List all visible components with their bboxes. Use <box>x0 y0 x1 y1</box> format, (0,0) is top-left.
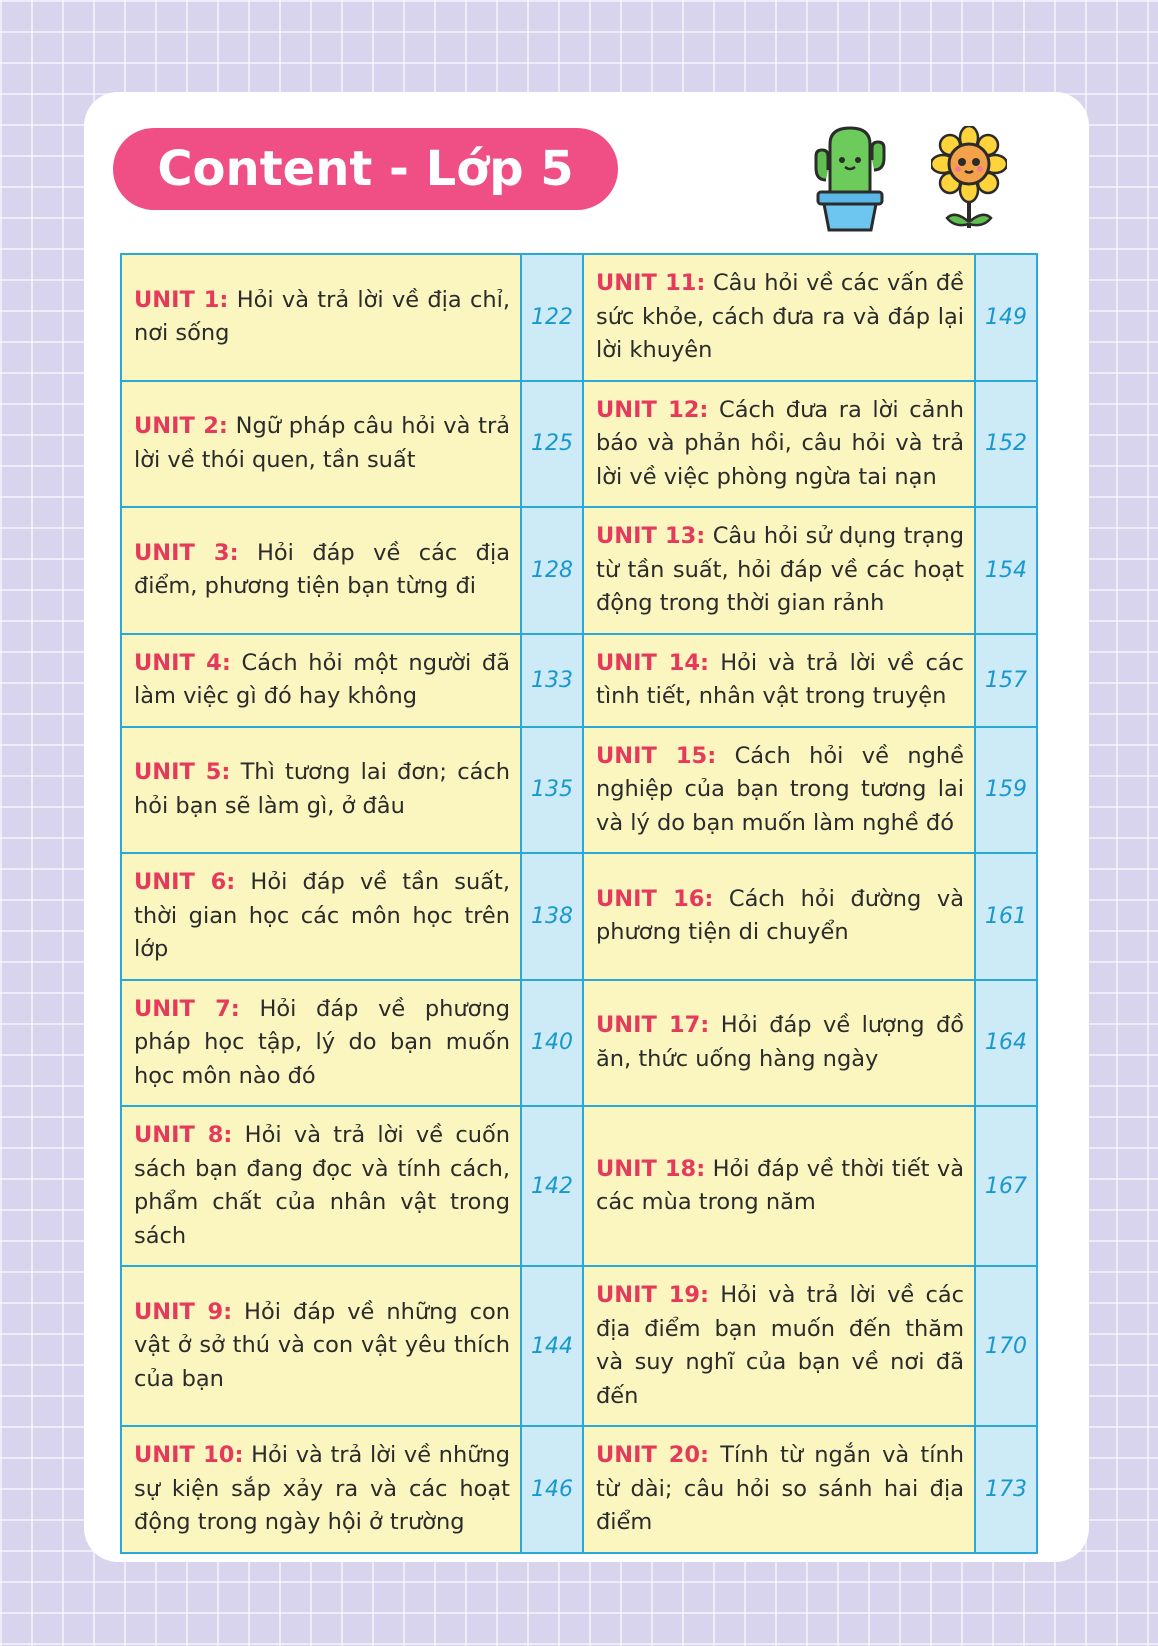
unit-title: Hỏi và trả lời về những sự kiện sắp xảy ra và các hoạt động trong ngày hội ở trường <box>134 1442 511 1535</box>
unit-entry-right[interactable] <box>583 1426 975 1553</box>
page-number: 164 <box>975 980 1037 1107</box>
unit-entry-left[interactable] <box>121 980 521 1107</box>
sunflower-icon <box>931 126 1007 232</box>
unit-label: UNIT 12: <box>596 396 709 423</box>
page-number: 144 <box>521 1266 583 1426</box>
unit-label: UNIT 2: <box>134 413 228 440</box>
table-of-contents <box>120 253 1038 1554</box>
unit-entry-left[interactable] <box>121 853 521 980</box>
unit-entry-left[interactable] <box>121 1106 521 1266</box>
page-number: 133 <box>521 634 583 727</box>
page-number: 152 <box>975 381 1037 508</box>
unit-label: UNIT 6: <box>134 869 236 895</box>
table-row <box>121 1266 1037 1426</box>
table-row <box>121 727 1037 854</box>
page-number: 154 <box>975 507 1037 634</box>
unit-title: Thì tương lai đơn; cách hỏi bạn sẽ làm gì, ở đâu <box>134 759 510 819</box>
unit-title: Cách đưa ra lời cảnh báo và phản hồi, câu hỏi và trả lời về việc phòng ngừa tai nạn <box>596 396 964 490</box>
unit-entry-left[interactable] <box>121 254 521 381</box>
page-number: 146 <box>521 1426 583 1553</box>
page-number: 149 <box>975 254 1037 381</box>
page-title: Content - Lớp 5 <box>157 141 574 197</box>
unit-label: UNIT 8: <box>134 1122 233 1148</box>
unit-label: UNIT 17: <box>596 1012 710 1039</box>
unit-title: Hỏi đáp về tần suất, thời gian học các môn học trên lớp <box>134 869 511 962</box>
unit-title: Hỏi và trả lời về các địa điểm bạn muốn đến thăm và suy nghĩ của bạn về nơi đã đến <box>596 1282 964 1409</box>
unit-label: UNIT 5: <box>134 759 231 786</box>
unit-label: UNIT 16: <box>596 885 714 912</box>
unit-label: UNIT 1: <box>134 286 229 313</box>
page-number: 167 <box>975 1106 1037 1266</box>
unit-label: UNIT 7: <box>134 995 240 1022</box>
unit-entry-right[interactable] <box>583 634 975 727</box>
unit-entry-right[interactable] <box>583 381 975 508</box>
title-banner <box>113 128 618 210</box>
page-number: 157 <box>975 634 1037 727</box>
unit-entry-right[interactable] <box>583 853 975 980</box>
page-number: 173 <box>975 1426 1037 1553</box>
unit-label: UNIT 19: <box>596 1282 709 1308</box>
unit-title: Hỏi đáp về các địa điểm, phương tiện bạn từng đi <box>134 539 510 600</box>
unit-label: UNIT 14: <box>596 649 709 676</box>
page-number: 140 <box>521 980 583 1107</box>
table-row <box>121 381 1037 508</box>
unit-title: Hỏi và trả lời về cuốn sách bạn đang đọc và tính cách, phẩm chất của nhân vật trong sách <box>134 1122 510 1249</box>
unit-title: Ngữ pháp câu hỏi và trả lời về thói quen, tần suất <box>134 413 511 473</box>
table-row <box>121 634 1037 727</box>
page-number: 159 <box>975 727 1037 854</box>
page-number: 128 <box>521 507 583 634</box>
unit-title: Hỏi và trả lời về các tình tiết, nhân vật trong truyện <box>596 649 964 709</box>
unit-label: UNIT 4: <box>134 649 231 676</box>
unit-entry-right[interactable] <box>583 254 975 381</box>
unit-label: UNIT 10: <box>134 1442 244 1468</box>
unit-entry-right[interactable] <box>583 1266 975 1426</box>
unit-entry-left[interactable] <box>121 1426 521 1553</box>
unit-entry-left[interactable] <box>121 634 521 727</box>
table-row <box>121 1426 1037 1553</box>
page-number: 161 <box>975 853 1037 980</box>
unit-entry-left[interactable] <box>121 507 521 634</box>
table-row <box>121 507 1037 634</box>
unit-title: Hỏi và trả lời về địa chỉ, nơi sống <box>134 286 511 347</box>
page-number: 138 <box>521 853 583 980</box>
unit-title: Cách hỏi về nghề nghiệp của bạn trong tương lai và lý do bạn muốn làm nghề đó <box>596 742 964 836</box>
unit-label: UNIT 9: <box>134 1298 233 1325</box>
unit-entry-left[interactable] <box>121 727 521 854</box>
unit-label: UNIT 15: <box>596 742 717 769</box>
page-number: 122 <box>521 254 583 381</box>
page-number: 170 <box>975 1266 1037 1426</box>
unit-entry-right[interactable] <box>583 1106 975 1266</box>
table-row <box>121 1106 1037 1266</box>
page-number: 142 <box>521 1106 583 1266</box>
unit-label: UNIT 11: <box>596 270 706 296</box>
table-row <box>121 853 1037 980</box>
unit-entry-left[interactable] <box>121 381 521 508</box>
unit-label: UNIT 18: <box>596 1155 706 1182</box>
table-row <box>121 254 1037 381</box>
unit-title: Hỏi đáp về thời tiết và các mùa trong năm <box>596 1155 964 1215</box>
unit-label: UNIT 20: <box>596 1442 710 1468</box>
unit-title: Hỏi đáp về phương pháp học tập, lý do bạn muốn học môn nào đó <box>134 995 510 1089</box>
unit-title: Hỏi đáp về những con vật ở sở thú và con vật yêu thích của bạn <box>134 1298 510 1392</box>
unit-entry-right[interactable] <box>583 980 975 1107</box>
unit-label: UNIT 3: <box>134 539 239 566</box>
cactus-icon <box>812 126 888 234</box>
page-number: 135 <box>521 727 583 854</box>
table-row <box>121 980 1037 1107</box>
page-number: 125 <box>521 381 583 508</box>
unit-title: Hỏi đáp về lượng đồ ăn, thức uống hàng ngày <box>596 1012 964 1072</box>
unit-entry-right[interactable] <box>583 507 975 634</box>
unit-title: Cách hỏi đường và phương tiện di chuyển <box>596 885 964 946</box>
unit-entry-left[interactable] <box>121 1266 521 1426</box>
unit-entry-right[interactable] <box>583 727 975 854</box>
unit-title: Câu hỏi về các vấn đề sức khỏe, cách đưa ra và đáp lại lời khuyên <box>596 270 965 363</box>
unit-title: Tính từ ngắn và tính từ dài; câu hỏi so sánh hai địa điểm <box>596 1442 964 1535</box>
unit-title: Cách hỏi một người đã làm việc gì đó hay không <box>134 649 510 709</box>
unit-label: UNIT 13: <box>596 523 706 549</box>
unit-title: Câu hỏi sử dụng trạng từ tần suất, hỏi đáp về các hoạt động trong thời gian rảnh <box>596 523 964 616</box>
